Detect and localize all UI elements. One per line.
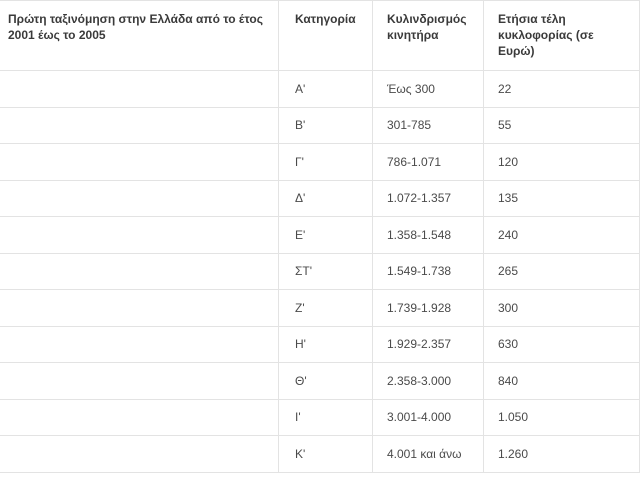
category-cell: Α' (278, 71, 372, 107)
annual-fee-cell: 55 (483, 108, 640, 144)
engine-capacity-cell: 1.929-2.357 (372, 327, 483, 363)
table-row (0, 144, 640, 181)
category-cell: ΣΤ' (278, 254, 372, 290)
engine-capacity-cell: Έως 300 (372, 71, 483, 107)
engine-capacity-cell: 1.549-1.738 (372, 254, 483, 290)
annual-fee-cell: 630 (483, 327, 640, 363)
annual-fee-cell: 300 (483, 290, 640, 326)
annual-fee-cell: 1.260 (483, 436, 640, 472)
registration-cell (0, 290, 278, 326)
annual-fee-cell: 22 (483, 71, 640, 107)
table-row (0, 363, 640, 400)
category-cell: Γ' (278, 144, 372, 180)
engine-capacity-cell: 786-1.071 (372, 144, 483, 180)
annual-fee-cell: 135 (483, 181, 640, 217)
registration-cell (0, 436, 278, 472)
engine-capacity-cell: 1.358-1.548 (372, 217, 483, 253)
annual-fee-cell: 265 (483, 254, 640, 290)
category-cell: Κ' (278, 436, 372, 472)
category-cell: Β' (278, 108, 372, 144)
annual-fee-cell: 120 (483, 144, 640, 180)
registration-cell (0, 144, 278, 180)
registration-cell (0, 71, 278, 107)
table-row (0, 217, 640, 254)
engine-capacity-cell: 301-785 (372, 108, 483, 144)
registration-cell (0, 181, 278, 217)
category-cell: Ζ' (278, 290, 372, 326)
annual-fee-cell: 240 (483, 217, 640, 253)
registration-cell (0, 108, 278, 144)
header-engine-capacity: Κυλινδρισμός κινητήρα (372, 1, 483, 70)
header-category: Κατηγορία (278, 1, 372, 70)
table-row (0, 254, 640, 291)
category-cell: Ε' (278, 217, 372, 253)
header-annual-fees: Ετήσια τέλη κυκλοφορίας (σε Ευρώ) (483, 1, 640, 70)
table-row (0, 71, 640, 108)
header-first-registration: Πρώτη ταξινόμηση στην Ελλάδα από το έτος 2001 έως το 2005 (8, 12, 263, 42)
table-row (0, 181, 640, 218)
registration-cell (0, 400, 278, 436)
registration-cell (0, 254, 278, 290)
table-row (0, 108, 640, 145)
category-cell: Δ' (278, 181, 372, 217)
table-row (0, 436, 640, 473)
category-cell: Η' (278, 327, 372, 363)
engine-capacity-cell: 2.358-3.000 (372, 363, 483, 399)
table-row (0, 327, 640, 364)
registration-cell (0, 217, 278, 253)
registration-cell (0, 327, 278, 363)
annual-fee-cell: 840 (483, 363, 640, 399)
category-cell: Θ' (278, 363, 372, 399)
category-cell: Ι' (278, 400, 372, 436)
registration-cell (0, 363, 278, 399)
engine-capacity-cell: 1.072-1.357 (372, 181, 483, 217)
engine-capacity-cell: 4.001 και άνω (372, 436, 483, 472)
table-row (0, 290, 640, 327)
engine-capacity-cell: 1.739-1.928 (372, 290, 483, 326)
annual-fee-cell: 1.050 (483, 400, 640, 436)
engine-capacity-cell: 3.001-4.000 (372, 400, 483, 436)
table-header-row (0, 1, 640, 71)
table-row (0, 400, 640, 437)
